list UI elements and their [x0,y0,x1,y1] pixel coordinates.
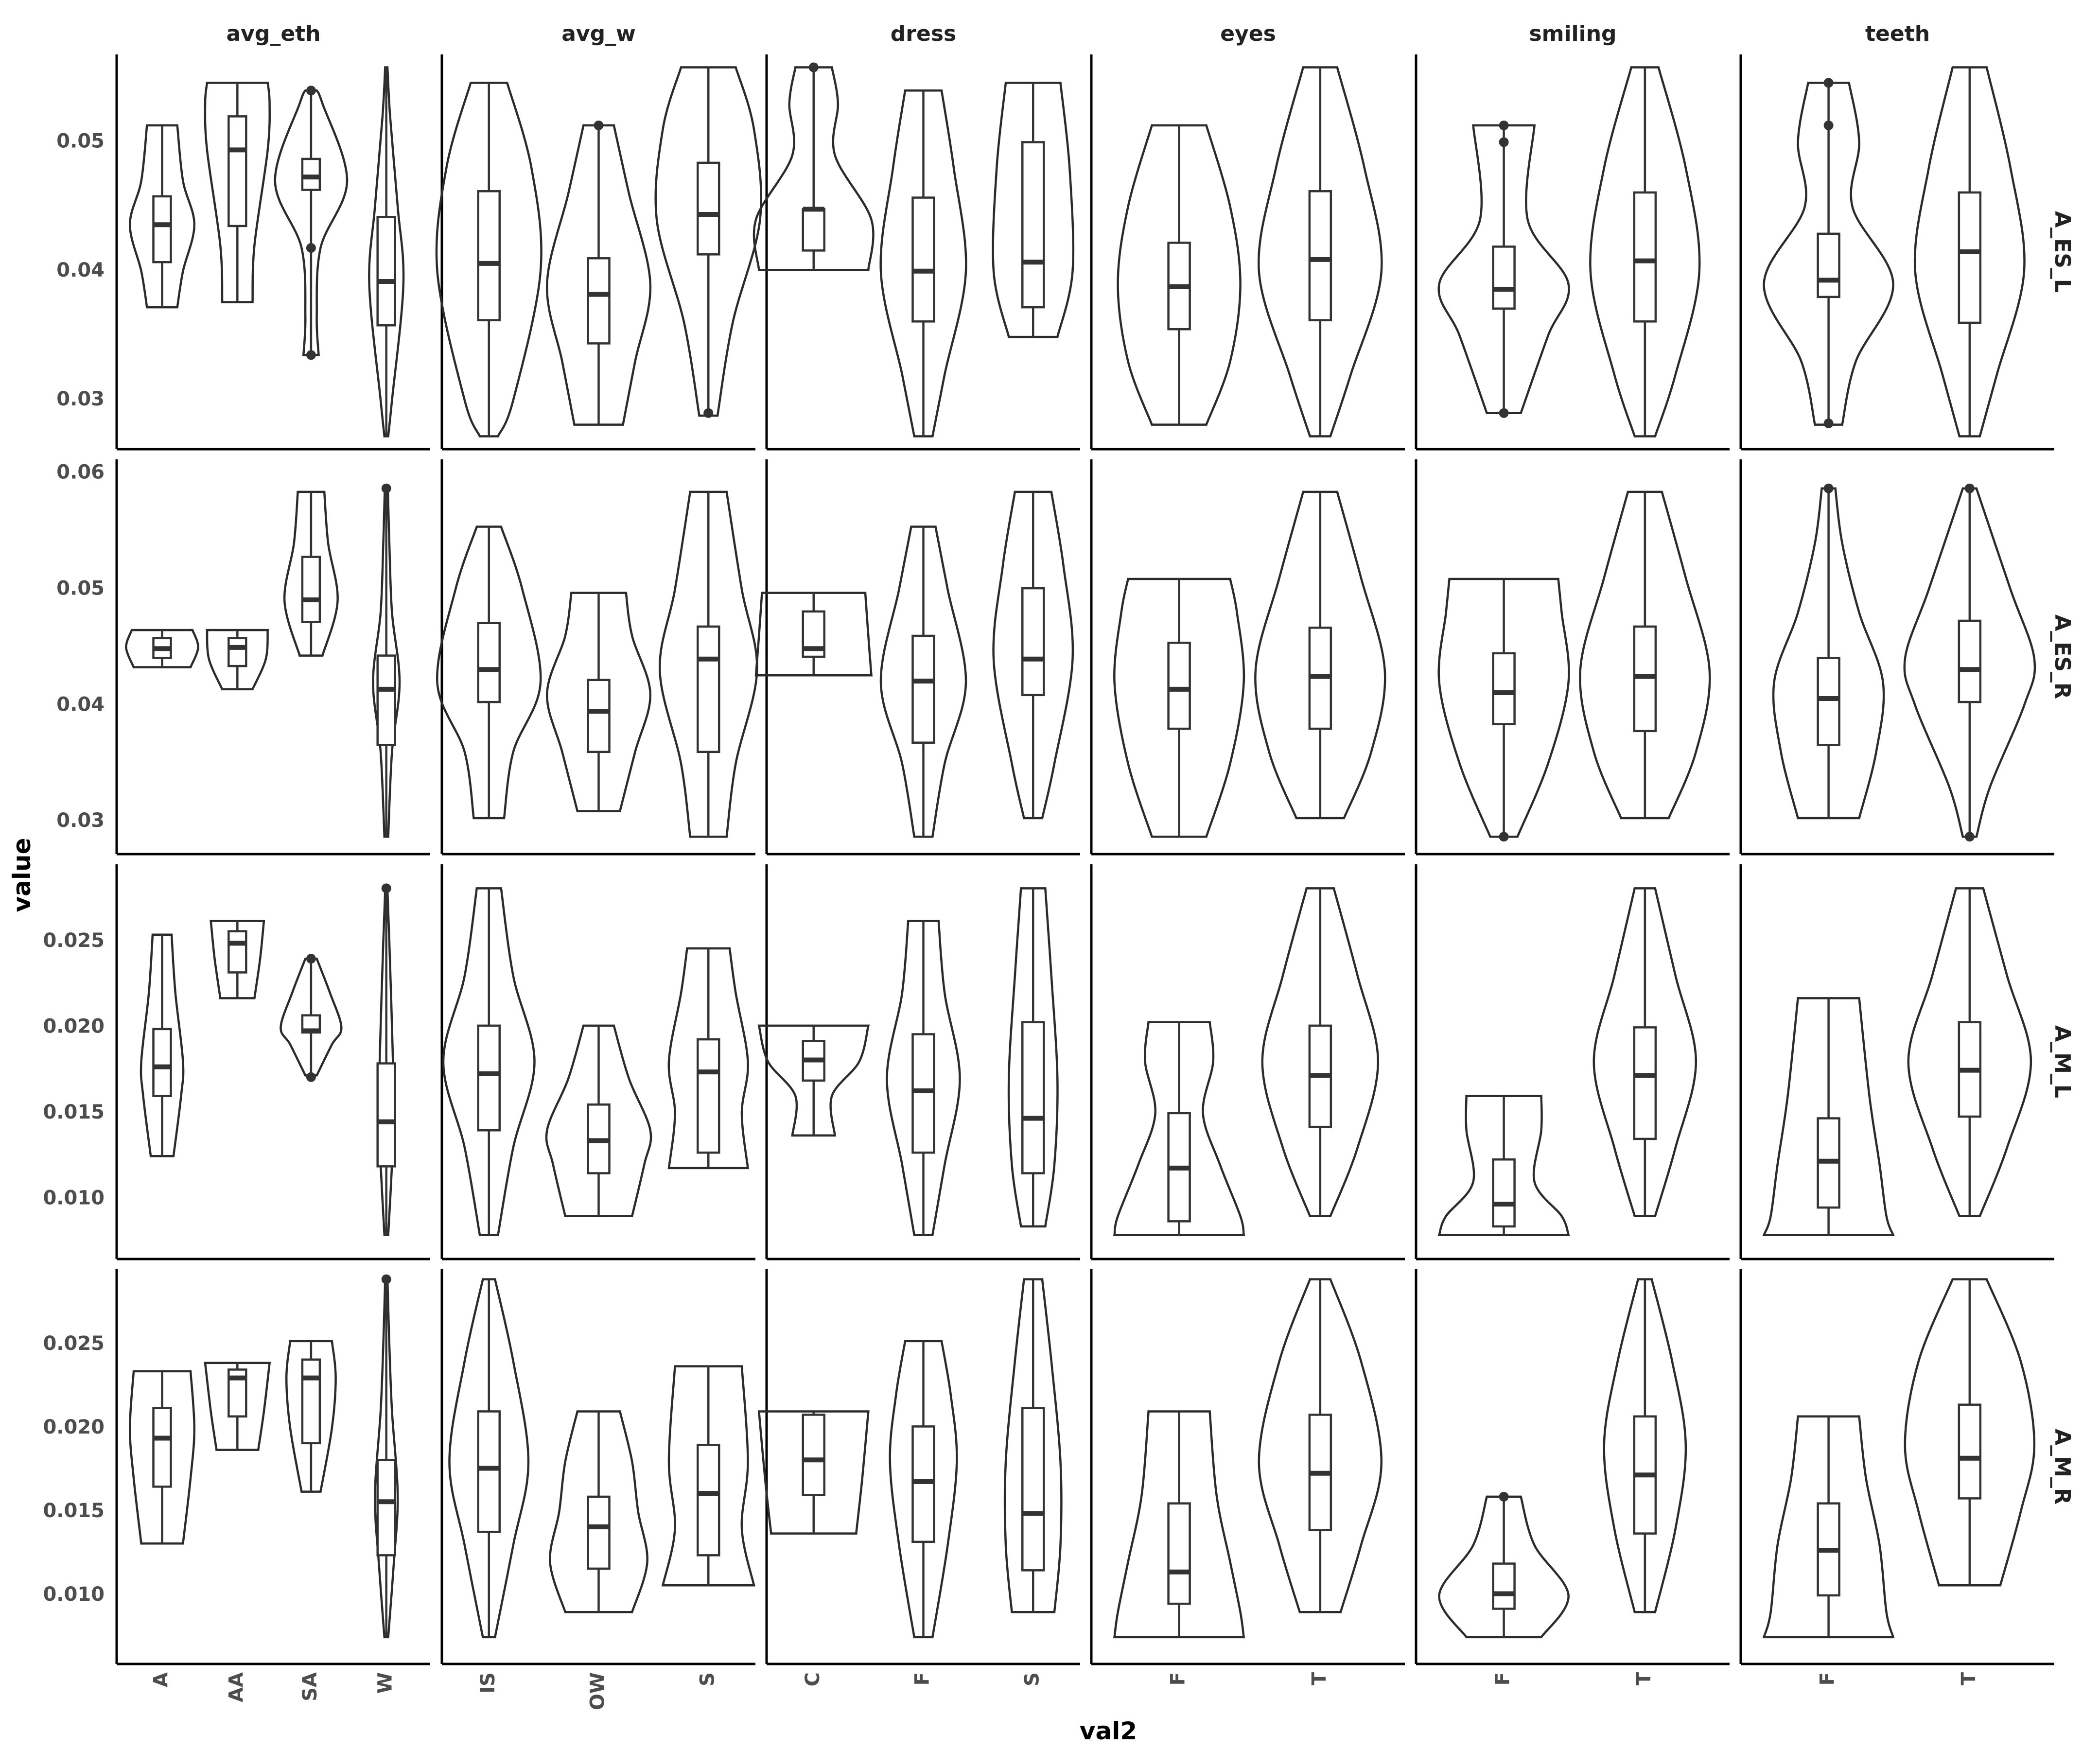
outlier-point [1965,832,1975,841]
y-tick-label: 0.020 [43,1416,105,1438]
outlier-point [1965,484,1975,493]
iqr-box [698,627,719,752]
x-tick-label: T [1957,1672,1980,1686]
iqr-box [1493,653,1515,724]
iqr-box [378,656,395,745]
x-tick-label: S [696,1672,719,1686]
iqr-box [1493,246,1515,308]
x-tick-label: AA [225,1672,248,1702]
column-strip-label: avg_eth [226,21,321,46]
facet-panel [759,1269,1080,1664]
outlier-point [1824,419,1834,428]
iqr-box [228,931,246,973]
y-tick-label: 0.05 [56,577,105,600]
facet-panel [1416,864,1730,1259]
iqr-box [588,680,610,752]
y-tick-label: 0.03 [56,388,105,411]
iqr-box [154,1408,171,1487]
y-tick-label: 0.020 [43,1015,105,1038]
iqr-box [378,1460,395,1555]
iqr-box [228,116,246,226]
facet-panel [1091,864,1405,1259]
column-strip-label: dress [890,21,957,46]
iqr-box [1818,658,1839,745]
facet-panel [756,459,1080,854]
iqr-box [913,1426,934,1541]
iqr-box [913,1034,934,1153]
iqr-box [228,638,246,666]
iqr-box [698,163,719,254]
outlier-point [306,954,316,963]
iqr-box [803,1415,824,1495]
facet-panel [437,459,757,854]
y-tick-label: 0.03 [56,809,105,832]
iqr-box [154,1029,171,1096]
facet-panel [1416,459,1730,854]
iqr-box [1493,1159,1515,1226]
iqr-box [302,557,320,622]
iqr-box [1634,1027,1656,1138]
outlier-point [594,121,604,130]
outlier-point [1824,484,1834,493]
outlier-point [1499,137,1509,147]
iqr-box [698,1445,719,1555]
facet-panel [117,1269,430,1664]
iqr-box [588,1497,610,1569]
iqr-box [478,1411,500,1532]
column-strip-label: eyes [1220,21,1276,46]
iqr-box [913,636,934,743]
outlier-point [1499,832,1509,841]
y-tick-label: 0.015 [43,1499,105,1522]
row-strip-label: A_ES_R [2050,614,2075,699]
facet-panel [117,459,430,854]
outlier-point [306,350,316,360]
facet-panel [437,54,761,449]
iqr-box [588,258,610,343]
y-tick-label: 0.06 [56,461,105,484]
outlier-point [306,1072,316,1082]
outlier-point [382,1275,391,1284]
y-tick-label: 0.04 [56,259,105,281]
facet-panel [754,54,1080,449]
iqr-box [478,191,500,320]
iqr-box [154,196,171,262]
x-tick-label: W [374,1672,397,1694]
x-tick-label: S [1021,1672,1044,1686]
iqr-box [1959,192,1980,323]
x-tick-label: F [1491,1672,1514,1686]
x-tick-label: T [1308,1672,1330,1686]
x-axis-title: val2 [1079,1717,1138,1745]
facet-grid [43,21,2075,1710]
y-tick-label: 0.025 [43,1332,105,1355]
y-tick-label: 0.025 [43,929,105,952]
facet-panel [759,864,1080,1259]
x-tick-label: A [150,1672,173,1687]
facet-panel [1091,54,1405,449]
outlier-point [382,883,391,893]
y-tick-label: 0.010 [43,1583,105,1606]
iqr-box [1022,142,1044,307]
iqr-box [1022,1022,1044,1173]
y-tick-label: 0.015 [43,1101,105,1123]
column-strip-label: smiling [1529,21,1617,46]
iqr-box [803,209,824,250]
iqr-box [913,198,934,322]
iqr-box [1169,643,1190,729]
facet-panel [1416,54,1730,449]
outlier-point [1499,121,1509,130]
row-strip-label: A_ES_L [2050,211,2075,293]
iqr-box [302,1360,320,1443]
iqr-box [698,1039,719,1153]
x-tick-label: F [1816,1672,1839,1686]
iqr-box [378,217,395,325]
iqr-box [1959,621,1980,702]
facet-panel [1741,54,2054,449]
outlier-point [382,484,391,493]
outlier-point [306,243,316,253]
facet-panel [117,864,430,1259]
iqr-box [1634,192,1656,321]
x-tick-label: SA [298,1672,321,1701]
iqr-box [1022,588,1044,695]
y-tick-label: 0.04 [56,693,105,716]
x-tick-label: OW [586,1672,609,1711]
x-tick-label: F [911,1672,934,1686]
outlier-point [703,408,713,418]
iqr-box [1959,1405,1980,1499]
column-strip-label: teeth [1865,21,1930,46]
facet-panel [1091,459,1405,854]
facet-panel [1741,1269,2054,1664]
outlier-point [809,63,819,72]
iqr-box [1022,1408,1044,1571]
iqr-box [478,623,500,702]
outlier-point [1499,408,1509,418]
x-tick-label: C [801,1672,824,1687]
iqr-box [1169,1504,1190,1604]
facet-panel [1091,1269,1405,1664]
y-tick-label: 0.010 [43,1187,105,1209]
y-tick-label: 0.05 [56,130,105,153]
outlier-point [1499,1492,1509,1502]
outlier-point [1824,121,1834,130]
facet-panel [1416,1269,1730,1664]
facet-panel [1741,459,2054,854]
iqr-box [1310,191,1331,320]
facet-panel [442,864,755,1259]
facet-panel [442,1269,755,1664]
row-strip-label: A_M_L [2050,1025,2075,1098]
x-tick-label: F [1167,1672,1190,1686]
iqr-box [1493,1564,1515,1609]
y-axis-title: value [8,838,36,912]
iqr-box [1818,234,1839,297]
facet-panel [1741,864,2054,1259]
x-tick-label: T [1632,1672,1655,1686]
iqr-box [378,1064,395,1167]
outlier-point [1824,78,1834,88]
iqr-box [302,159,320,190]
iqr-box [478,1026,500,1130]
x-tick-label: IS [476,1672,499,1694]
facet-panel [117,54,430,449]
outlier-point [306,86,316,95]
row-strip-label: A_M_R [2050,1429,2075,1505]
column-strip-label: avg_w [561,21,636,46]
